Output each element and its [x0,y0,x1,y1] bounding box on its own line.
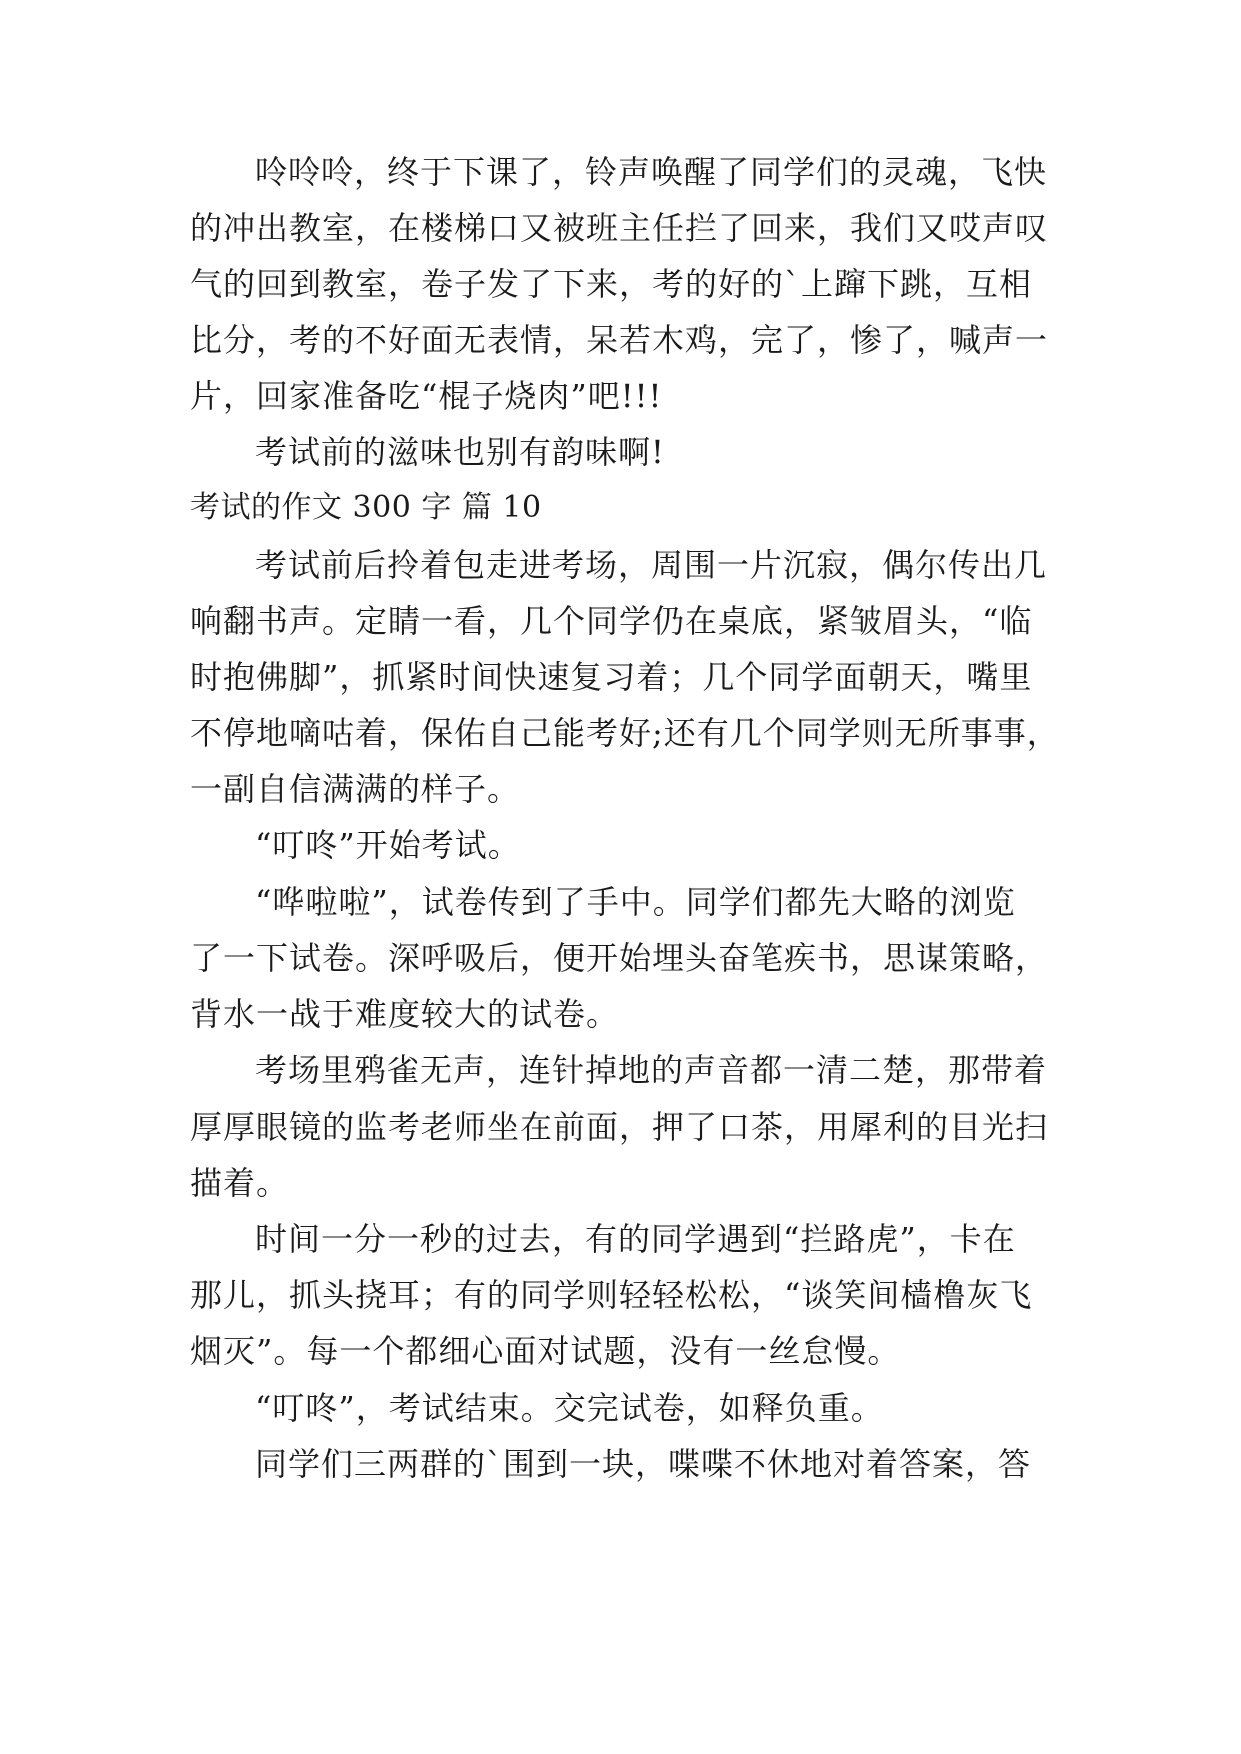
text-line: 时间一分一秒的过去，有的同学遇到“拦路虎”，卡在 [255,1220,1016,1258]
text-line: 的冲出教室，在楼梯口又被班主任拦了回来，我们又哎声叹 [190,209,1049,247]
text-line: “叮咚”开始考试。 [255,826,521,864]
text-line: 烟灭”。每一个都细心面对试题，没有一丝怠慢。 [190,1332,901,1370]
text-line: 那儿，抓头挠耳；有的同学则轻轻松松，“谈笑间樯橹灰飞 [190,1276,1033,1314]
text-line: 呤呤呤，终于下课了，铃声唤醒了同学们的灵魂，飞快 [255,153,1048,191]
text-line: 同学们三两群的`围到一块，喋喋不休地对着答案，答 [255,1445,1032,1483]
text-line: 描着。 [190,1164,290,1202]
text-line: “叮咚”，考试结束。交完试卷，如释负重。 [255,1389,884,1427]
text-line: 时抱佛脚”，抓紧时间快速复习着；几个同学面朝天，嘴里 [190,658,1033,696]
text-line: 了一下试卷。深呼吸后，便开始埋头奋笔疾书，思谋策略， [190,939,1049,977]
text-line: 考试前的滋味也别有韵味啊! [255,433,665,471]
text-line: 气的回到教室，卷子发了下来，考的好的`上蹿下跳，互相 [190,265,1033,303]
text-line: “哗啦啦”，试卷传到了手中。同学们都先大略的浏览 [255,883,1016,921]
text-line: 考试前后拎着包走进考场，周围一片沉寂，偶尔传出几 [255,546,1048,584]
text-line: 不停地嘀咕着，保佑自己能考好;还有几个同学则无所事事， [190,714,1060,752]
text-line: 背水一战于难度较大的试卷。 [190,995,620,1033]
text-line: 一副自信满满的样子。 [190,770,521,808]
text-line: 厚厚眼镜的监考老师坐在前面，押了口茶，用犀利的目光扫 [190,1108,1049,1146]
text-line: 响翻书声。定睛一看，几个同学仍在桌底，紧皱眉头，“临 [190,602,1033,640]
text-line: 片，回家准备吃“棍子烧肉”吧!!! [190,377,663,415]
section-heading: 考试的作文 300 字 篇 10 [190,490,542,525]
text-line: 比分，考的不好面无表情，呆若木鸡，完了，惨了，喊声一 [190,321,1049,359]
text-line: 考场里鸦雀无声，连针掉地的声音都一清二楚，那带着 [255,1051,1048,1089]
